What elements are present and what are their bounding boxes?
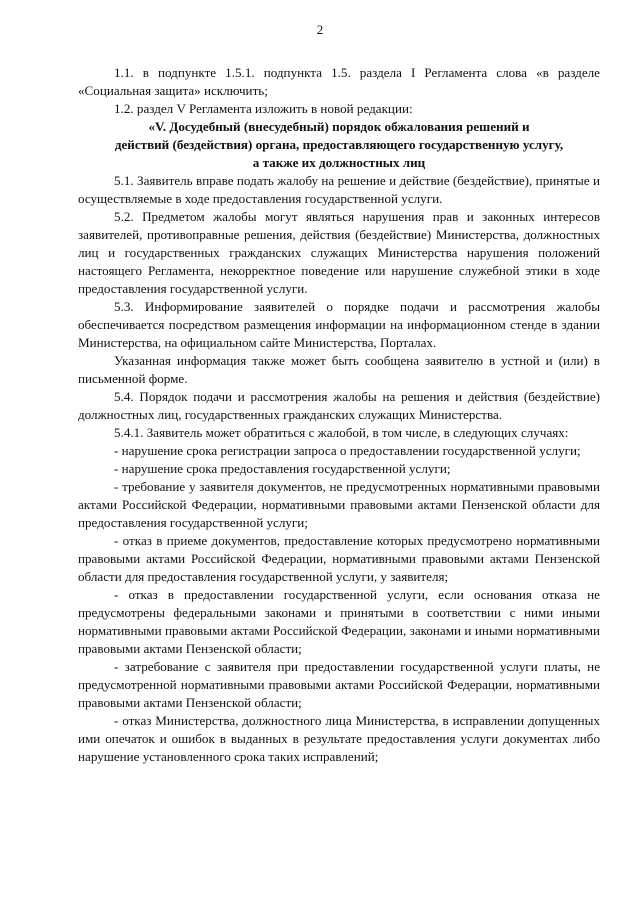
- list-item: - нарушение срока предоставления государственной услуги;: [114, 461, 451, 476]
- section-heading-line-2: действий (бездействия) органа, предоставляющего государственную услугу,: [114, 137, 564, 152]
- list-item: - нарушение срока регистрации запроса о предоставлении государственной услуги;: [114, 443, 581, 458]
- section-heading: [78, 118, 600, 172]
- paragraph-info-note: Указанная информация также может быть сообщена заявителю в устной и (или) в письменной форме.: [78, 353, 600, 386]
- paragraph-5-3: 5.3. Информирование заявителей о порядке подачи и рассмотрения жалобы обеспечивается посредством размещения информации на информационном стенде в здании Министерства, на официальном сайте Министерства, Порталах.: [78, 299, 600, 350]
- section-heading-line-1: «V. Досудебный (внесудебный) порядок обжалования решений и: [148, 119, 530, 134]
- paragraph-5-2: 5.2. Предметом жалобы могут являться нарушения прав и законных интересов заявителей, противоправные решения, действия (бездействие) Министерства, должностных лиц и государственных гражданских служащих Министерства нарушения положений настоящего Регламента, некорректное поведение или нарушение служебной этики в ходе предоставления государственной услуги.: [78, 209, 600, 296]
- document-body: [78, 64, 600, 766]
- paragraph-1-2: 1.2. раздел V Регламента изложить в новой редакции:: [114, 101, 413, 116]
- list-item: - отказ в приеме документов, предоставление которых предусмотрено нормативными правовыми актами Российской Федерации, нормативными правовыми актами Пензенской области для предоставления государственной услуги, у заявителя;: [78, 533, 600, 584]
- paragraph-5-4-1: 5.4.1. Заявитель может обратиться с жалобой, в том числе, в следующих случаях:: [114, 425, 569, 440]
- paragraph-5-4: 5.4. Порядок подачи и рассмотрения жалобы на решения и действия (бездействие) должностных лиц, государственных гражданских служащих Министерства.: [78, 389, 600, 422]
- list-item: - требование у заявителя документов, не предусмотренных нормативными правовыми актами Российской Федерации, нормативными правовыми актами Пензенской области для предоставления государственной услуги;: [78, 479, 600, 530]
- section-heading-line-3: а также их должностных лиц: [252, 155, 426, 170]
- paragraph-5-1: 5.1. Заявитель вправе подать жалобу на решение и действие (бездействие), принятые и осуществляемые в ходе предоставления государственной услуги.: [78, 173, 600, 206]
- list-item: - отказ Министерства, должностного лица Министерства, в исправлении допущенных ими опечаток и ошибок в выданных в результате предоставления услуги документах либо нарушение установленного срока таких исправлений;: [78, 713, 600, 764]
- paragraph-1-1: 1.1. в подпункте 1.5.1. подпункта 1.5. раздела I Регламента слова «в разделе «Социальная защита» исключить;: [78, 65, 600, 98]
- list-item: - отказ в предоставлении государственной услуги, если основания отказа не предусмотрены федеральными законами и принятыми в соответствии с ними иными нормативными правовыми актами Российской Федерации, законами и иными нормативными правовыми актами Пензенской области;: [78, 587, 600, 656]
- page-number: 2: [316, 22, 324, 37]
- list-item: - затребование с заявителя при предоставлении государственной услуги платы, не предусмотренной нормативными правовыми актами Российской Федерации, нормативными правовыми актами Пензенской области;: [78, 659, 600, 710]
